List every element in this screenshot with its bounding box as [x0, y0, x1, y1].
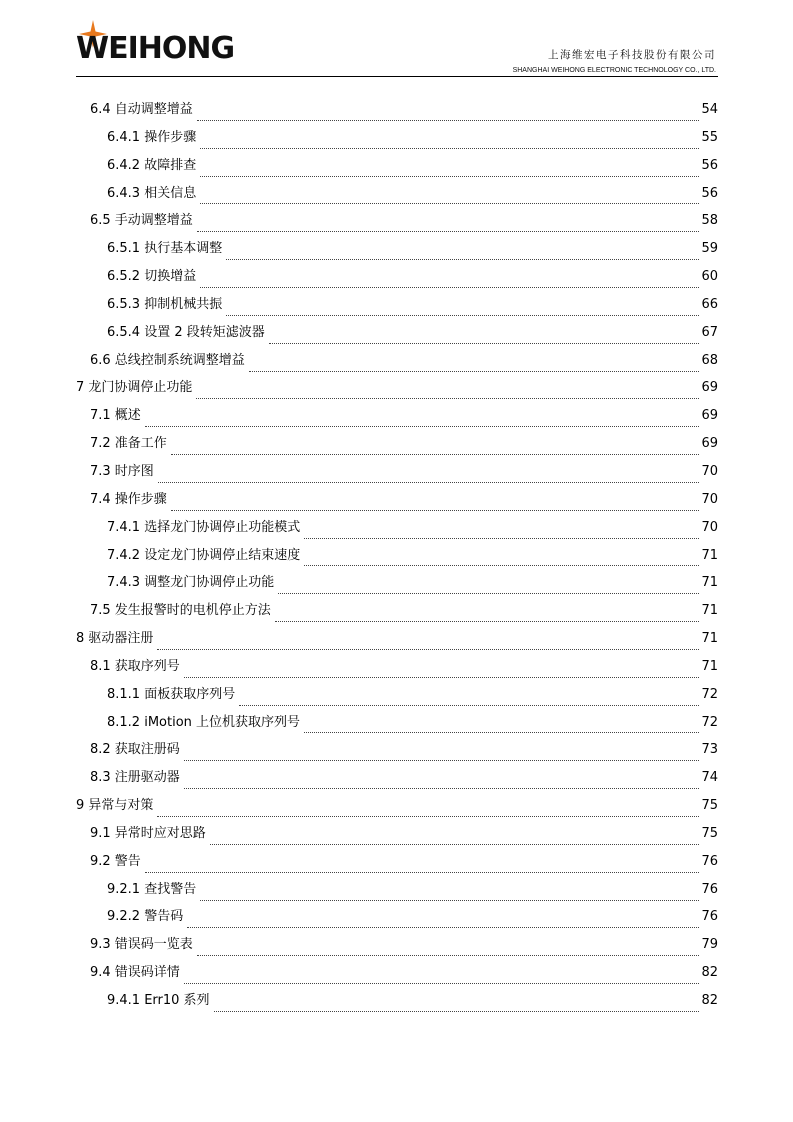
toc-entry-label: 6.4.3 相关信息	[107, 185, 197, 201]
toc-entry-page: 69	[701, 436, 718, 452]
toc-leader-dots	[158, 467, 700, 483]
toc-entry[interactable]	[76, 488, 718, 516]
toc-entry-label: 8.1.2 iMotion 上位机获取序列号	[107, 714, 301, 730]
toc-entry[interactable]	[76, 237, 718, 265]
toc-entry-page: 67	[701, 324, 718, 340]
toc-entry-page: 76	[701, 881, 718, 897]
toc-entry-page: 56	[701, 157, 718, 173]
toc-entry-label: 7.4 操作步骤	[90, 491, 167, 507]
toc-entry-page: 59	[701, 241, 718, 257]
toc-entry-label: 8.1 获取序列号	[90, 658, 180, 674]
toc-entry[interactable]	[76, 711, 718, 739]
toc-entry-label: 7.3 时序图	[90, 463, 154, 479]
toc-entry[interactable]	[76, 516, 718, 544]
toc-leader-dots	[197, 216, 700, 232]
toc-entry[interactable]	[76, 961, 718, 989]
toc-leader-dots	[200, 133, 699, 149]
toc-leader-dots	[226, 244, 699, 260]
toc-entry[interactable]	[76, 794, 718, 822]
toc-leader-dots	[200, 885, 699, 901]
company-name-en: SHANGHAI WEIHONG ELECTRONIC TECHNOLOGY CO., LTD.	[512, 67, 716, 74]
toc-entry-page: 70	[701, 463, 718, 479]
toc-leader-dots	[278, 578, 699, 594]
toc-entry[interactable]	[76, 293, 718, 321]
toc-entry-label: 6.5.4 设置 2 段转矩滤波器	[107, 324, 265, 340]
toc-leader-dots	[196, 383, 699, 399]
toc-entry-label: 7.4.2 设定龙门协调停止结束速度	[107, 547, 301, 563]
toc-entry[interactable]	[76, 850, 718, 878]
toc-entry-page: 73	[701, 742, 718, 758]
header-divider	[76, 76, 718, 77]
toc-entry-label: 7.4.1 选择龙门协调停止功能模式	[107, 519, 301, 535]
page-header	[0, 0, 793, 80]
toc-entry-page: 82	[701, 993, 718, 1008]
toc-entry[interactable]	[76, 349, 718, 377]
toc-leader-dots	[200, 188, 699, 204]
toc-leader-dots	[184, 662, 700, 678]
toc-leader-dots	[157, 801, 699, 817]
toc-entry-label: 6.4 自动调整增益	[90, 102, 193, 117]
toc-entry-page: 68	[701, 352, 718, 368]
toc-entry-label: 9.1 异常时应对思路	[90, 825, 206, 841]
toc-entry-label: 9.2.1 查找警告	[107, 881, 197, 897]
toc-entry[interactable]	[76, 878, 718, 906]
toc-entry-label: 8.1.1 面板获取序列号	[107, 686, 236, 702]
toc-entry-label: 8.2 获取注册码	[90, 742, 180, 758]
toc-entry-page: 75	[701, 798, 718, 814]
toc-entry-page: 76	[701, 909, 718, 925]
toc-entry-page: 79	[701, 937, 718, 953]
company-logo: WEIHONG	[76, 31, 235, 66]
toc-leader-dots	[210, 829, 700, 845]
toc-entry[interactable]	[76, 655, 718, 683]
toc-entry-page: 72	[701, 714, 718, 730]
toc-entry[interactable]	[76, 376, 718, 404]
company-name-cn: 上海维宏电子科技股份有限公司	[548, 49, 716, 61]
toc-entry-label: 6.4.2 故障排查	[107, 157, 197, 173]
toc-entry[interactable]	[76, 766, 718, 794]
toc-entry[interactable]	[76, 265, 718, 293]
toc-leader-dots	[187, 912, 699, 928]
toc-entry-label: 9.4.1 Err10 系列	[107, 993, 210, 1008]
toc-entry[interactable]	[76, 683, 718, 711]
toc-entry-label: 6.5.3 抑制机械共振	[107, 296, 223, 312]
toc-leader-dots	[226, 300, 699, 316]
toc-leader-dots	[171, 495, 700, 511]
toc-entry[interactable]	[76, 627, 718, 655]
toc-leader-dots	[171, 439, 700, 455]
toc-leader-dots	[214, 996, 700, 1012]
toc-entry-label: 6.6 总线控制系统调整增益	[90, 352, 245, 368]
toc-leader-dots	[184, 773, 700, 789]
toc-entry-page: 55	[701, 129, 718, 145]
toc-entry-page: 72	[701, 686, 718, 702]
toc-entry-label: 6.4.1 操作步骤	[107, 129, 197, 145]
toc-entry[interactable]	[76, 182, 718, 210]
toc-leader-dots	[304, 717, 699, 733]
toc-entry-page: 70	[701, 519, 718, 535]
toc-leader-dots	[184, 745, 700, 761]
toc-entry-label: 7.4.3 调整龙门协调停止功能	[107, 575, 275, 591]
toc-entry[interactable]	[76, 933, 718, 961]
toc-entry-page: 60	[701, 269, 718, 285]
toc-entry-label: 7.5 发生报警时的电机停止方法	[90, 603, 271, 619]
toc-entry-page: 66	[701, 296, 718, 312]
toc-leader-dots	[200, 272, 699, 288]
toc-entry-page: 76	[701, 853, 718, 869]
toc-entry-label: 6.5.1 执行基本调整	[107, 241, 223, 257]
toc-entry-page: 58	[701, 213, 718, 229]
toc-leader-dots	[269, 328, 700, 344]
toc-leader-dots	[145, 857, 700, 873]
toc-entry-label: 7.1 概述	[90, 408, 141, 424]
toc-entry-label: 9.2 警告	[90, 853, 141, 869]
toc-leader-dots	[197, 105, 700, 121]
toc-leader-dots	[197, 940, 700, 956]
toc-entry-page: 75	[701, 825, 718, 841]
toc-entry-label: 7.2 准备工作	[90, 436, 167, 452]
toc-entry[interactable]	[76, 404, 718, 432]
toc-entry[interactable]	[76, 98, 718, 126]
toc-entry-label: 6.5.2 切换增益	[107, 269, 197, 285]
toc-entry-page: 69	[701, 380, 718, 396]
toc-entry[interactable]	[76, 544, 718, 572]
toc-entry[interactable]	[76, 126, 718, 154]
toc-entry[interactable]	[76, 432, 718, 460]
toc-entry-page: 71	[701, 575, 718, 591]
toc-leader-dots	[145, 411, 700, 427]
toc-entry[interactable]	[76, 154, 718, 182]
toc-entry-page: 69	[701, 408, 718, 424]
toc-entry-page: 71	[701, 658, 718, 674]
toc-leader-dots	[184, 968, 700, 984]
toc-entry-label: 8.3 注册驱动器	[90, 770, 180, 786]
toc-entry-label: 9 异常与对策	[76, 798, 154, 814]
toc-entry-label: 7 龙门协调停止功能	[76, 380, 193, 396]
toc-entry-page: 71	[701, 603, 718, 619]
toc-leader-dots	[239, 690, 699, 706]
toc-entry-label: 9.4 错误码详情	[90, 965, 180, 981]
toc-entry[interactable]	[76, 321, 718, 349]
toc-entry-label: 9.2.2 警告码	[107, 909, 184, 925]
toc-entry[interactable]	[76, 905, 718, 933]
toc-leader-dots	[157, 634, 699, 650]
toc-leader-dots	[200, 161, 699, 177]
toc-entry[interactable]	[76, 599, 718, 627]
toc-entry-label: 6.5 手动调整增益	[90, 213, 193, 229]
toc-entry-label: 9.3 错误码一览表	[90, 937, 193, 953]
toc-entry[interactable]	[76, 209, 718, 237]
toc-entry-page: 71	[701, 547, 718, 563]
toc-entry-page: 56	[701, 185, 718, 201]
toc-leader-dots	[249, 356, 700, 372]
toc-entry[interactable]	[76, 571, 718, 599]
toc-entry-page: 70	[701, 491, 718, 507]
toc-entry[interactable]	[76, 460, 718, 488]
toc-leader-dots	[304, 523, 699, 539]
toc-entry-page: 54	[701, 102, 718, 117]
toc-entry[interactable]	[76, 822, 718, 850]
toc-leader-dots	[304, 550, 699, 566]
toc-entry-page: 82	[701, 965, 718, 981]
table-of-contents	[76, 98, 718, 1017]
toc-leader-dots	[275, 606, 700, 622]
toc-entry[interactable]	[76, 989, 718, 1017]
toc-entry-label: 8 驱动器注册	[76, 631, 154, 647]
toc-entry-page: 74	[701, 770, 718, 786]
toc-entry-page: 71	[701, 631, 718, 647]
toc-entry[interactable]	[76, 738, 718, 766]
